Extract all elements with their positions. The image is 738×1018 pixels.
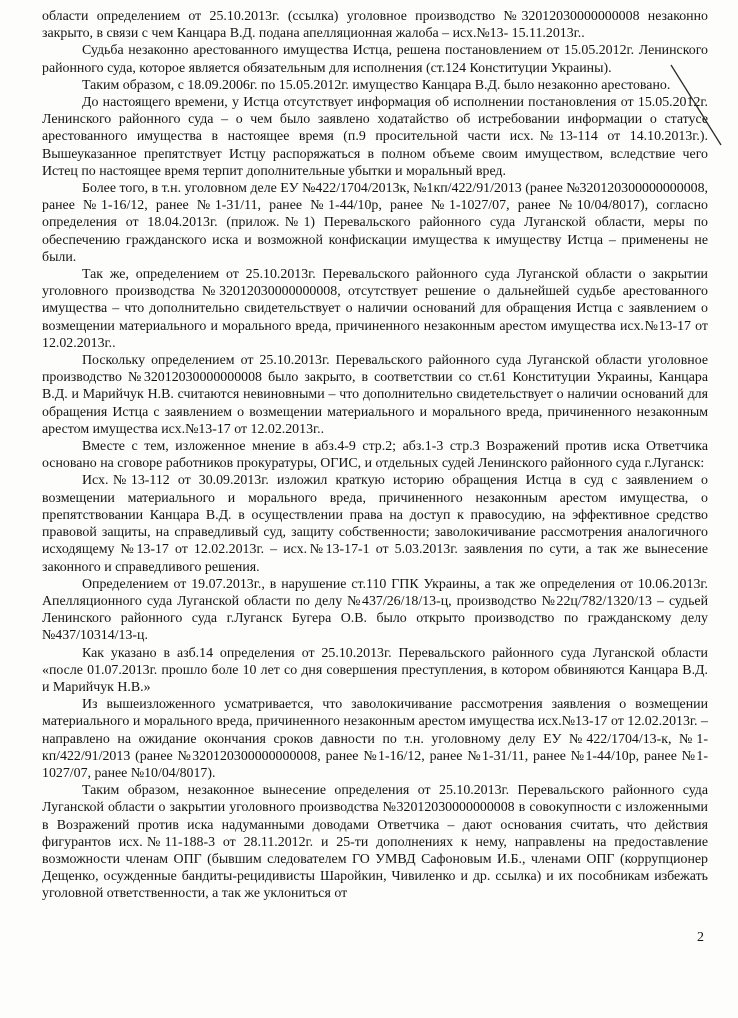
paragraph-5: Более того, в т.н. уголовном деле ЕУ №422/1704/2013к, №1кп/422/91/2013 (ранее №320120300000000008, ранее №1-16/12, ранее №1-31/11, ранее №1-44/10р, ранее №1-1027/07, ранее №10/04/8017), согласно определения от 18.04.2013г. (прилож.№1) Перевальского районного суда Луганской области, меры по обеспечению гражданского иска и возможной конфискации имущества к имуществу Истца – применены не были.	[42, 181, 708, 265]
paragraph-3: Таким образом, с 18.09.2006г. по 15.05.2012г. имущество Канцара В.Д. было незаконно арестовано.	[82, 77, 671, 93]
paragraph-6: Так же, определением от 25.10.2013г. Перевальского районного суда Луганской области о закрытии уголовного производства №32012030000000008, отсутствует решение о дальнейшей судьбе арестованного имущества – что дополнительно свидетельствует о наличии оснований для обращения Истца с заявлением о возмещении материального и морального вреда, причиненного незаконным арестом имущества исх.№13-17 от 12.02.2013г..	[42, 267, 708, 351]
paragraph-13: Таким образом, незаконное вынесение определения от 25.10.2013г. Перевальского районного суда Луганской области о закрытии уголовного производства №32012030000000008 в совокупности с изложенными в Возражений против иска надуманными доводами Ответчика – дают основания считать, что действия фигурантов исх.№11-188-3 от 28.11.2012г. и 25-ти дополнениях к нему, направлены на предоставление возможности членам ОПГ (бывшим следователем ГО УМВД Сафоновым И.Б., членами ОПГ (коррупционер Дещенко, осужденные бандиты-рецидивисты Шаройкин, Чивиленко и др. ссылка) и их пособникам избежать уголовной ответственности, а так же уклониться от	[42, 783, 708, 902]
paragraph-10: Определением от 19.07.2013г., в нарушение ст.110 ГПК Украины, а так же определения от 10.06.2013г. Апелляционного суда Луганской области по делу №437/26/18/13-ц, производство №22ц/782/1320/13 – судьей Ленинского районного суда г.Луганск Бугера О.В. было открыто производство по гражданскому делу №437/10314/13-ц.	[42, 576, 708, 644]
paragraph-9: Исх.№13-112 от 30.09.2013г. изложил краткую историю обращения Истца в суд с заявлением о возмещении материального и морального вреда, причиненного незаконным арестом имущества, о препятствовании Канцара В.Д. в осуществлении права на доступ к правосудию, на эффективное средство правовой защиты, на справедливый суд, защиту собственности; заволокичивание рассмотрения аналогичного исходящему №13-17 от 12.02.2013г. – исх.№13-17-1 от 5.03.2013г. заявления по сути, а так же вынесение законного и справедливого решения.	[42, 473, 708, 575]
page-number: 2	[697, 930, 704, 945]
pen-stroke-mark	[666, 60, 726, 150]
paragraph-12: Из вышеизложенного усматривается, что заволокичивание рассмотрения заявления о возмещении материального и морального вреда, причиненного незаконным арестом имущества исх.№13-17 от 12.02.2013г. – направлено на ожидание окончания сроков давности по т.н. уголовному делу ЕУ №422/1704/13-к, №1-кп/422/91/2013 (ранее №320120300000000008, ранее №1-16/12, ранее №1-31/11, ранее №1-44/10р, ранее №1-1027/07, ранее №10/04/8017).	[42, 697, 708, 781]
paragraph-1: области определением от 25.10.2013г. (ссылка) уголовное производство №32012030000000008 незаконно закрыто, в связи с чем Канцара В.Д. подана апелляционная жалоба – исх.№13- 15.11.2013г..	[42, 9, 708, 42]
paragraph-2: Судьба незаконно арестованного имущества Истца, решена постановлением от 15.05.2012г. Ленинского районного суда, которое является обязательным для исполнения (ст.124 Конституции Украины).	[42, 43, 708, 76]
paragraph-11: Как указано в азб.14 определения от 25.10.2013г. Перевальского районного суда Луганской области «после 01.07.2013г. прошло боле 10 лет со дня совершения преступления, в котором обвиняются Канцара В.Д. и Марийчук Н.В.»	[42, 645, 708, 695]
document-body	[42, 8, 708, 903]
paragraph-7: Поскольку определением от 25.10.2013г. Перевальского районного суда Луганской области уголовное производство №32012030000000008 было закрыто, в соответствии со ст.61 Конституции Украины, Канцара В.Д. и Марийчук Н.В. считаются невиновными – что дополнительно свидетельствует о наличии оснований для обращения Истца с заявлением о возмещении материального и морального вреда, причиненного незаконным арестом имущества исх.№13-17 от 12.02.2013г..	[42, 353, 708, 437]
paragraph-4: До настоящего времени, у Истца отсутствует информация об исполнении постановления от 15.05.2012г. Ленинского районного суда – о чем было заявлено ходатайство об истребовании информации о статусе арестованного имущества в настоящее время (п.9 просительной части исх.№13-114 от 14.10.2013г.). Вышеуказанное препятствует Истцу распоряжаться в полном объеме своим имуществом, вследствие чего Истец по настоящее время терпит дополнительные убытки и моральный вред.	[42, 95, 708, 179]
paragraph-8: Вместе с тем, изложенное мнение в абз.4-9 стр.2; абз.1-3 стр.3 Возражений против иска Ответчика основано на сговоре работников прокуратуры, ОГИС, и отдельных судей Ленинского районного суда г.Луганск:	[42, 439, 708, 472]
